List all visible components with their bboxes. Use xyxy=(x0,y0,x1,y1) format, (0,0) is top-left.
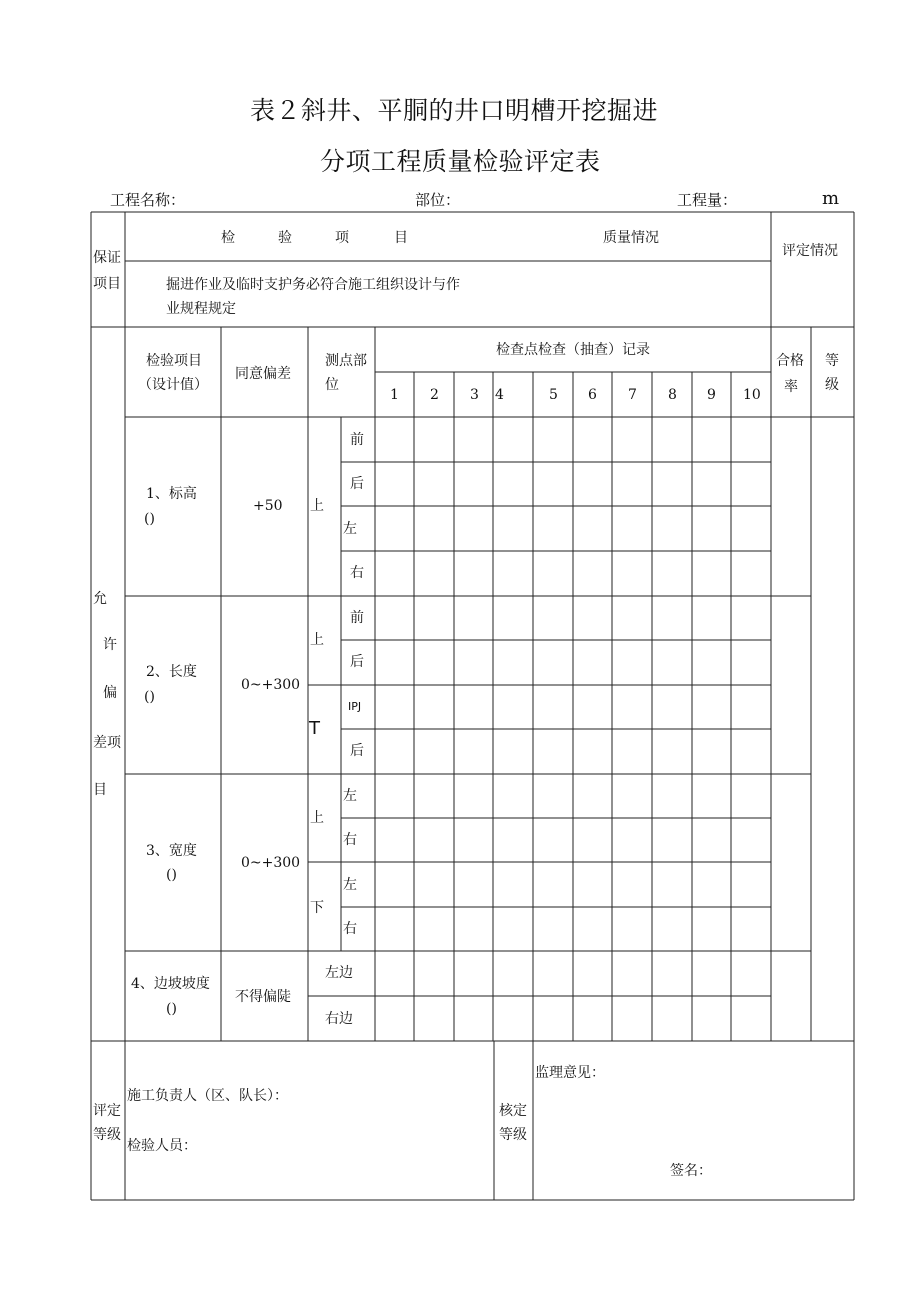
tolerance-side-label: 许 xyxy=(103,637,117,653)
position-label: 上 xyxy=(310,498,324,514)
point-label: 后 xyxy=(350,476,364,492)
guarantee-requirement: 业规程规定 xyxy=(166,301,236,317)
item-deviation: +50 xyxy=(253,498,283,514)
head-item-design: （设计值） xyxy=(138,377,208,393)
col-number: 5 xyxy=(549,387,558,403)
tolerance-side-label: 差项 xyxy=(93,735,121,751)
point-label: IPJ xyxy=(348,700,362,713)
evaluation-side-label: 等级 xyxy=(93,1127,121,1143)
item-name: 4、边坡坡度 xyxy=(131,976,210,992)
quantity-unit: m xyxy=(822,188,840,209)
point-label: 左边 xyxy=(325,965,353,981)
point-label: 前 xyxy=(350,432,364,448)
position-label: T xyxy=(309,718,320,739)
supervision-opinion-label: 监理意见： xyxy=(535,1065,605,1081)
guarantee-col-inspection: 目 xyxy=(394,230,408,246)
position-label: 下 xyxy=(310,900,324,916)
head-grade: 级 xyxy=(825,377,839,393)
verify-grade-label: 核定 xyxy=(499,1103,527,1119)
item-design-value: () xyxy=(144,511,155,527)
head-grade: 等 xyxy=(825,353,839,369)
head-point: 位 xyxy=(325,377,339,393)
col-number: 6 xyxy=(588,387,597,403)
point-label: 左 xyxy=(343,788,357,804)
position-label: 上 xyxy=(310,632,324,648)
col-number: 2 xyxy=(430,387,439,403)
item-design-value: () xyxy=(144,689,155,705)
guarantee-col-inspection: 项 xyxy=(335,230,349,246)
project-name-label: 工程名称： xyxy=(110,191,186,209)
inspector-label: 检验人员： xyxy=(127,1138,197,1154)
item-deviation: 不得偏陡 xyxy=(235,989,291,1005)
point-label: 右 xyxy=(343,921,357,937)
head-point: 测点部 xyxy=(325,353,367,369)
col-number: 1 xyxy=(390,387,399,403)
tolerance-side-label: 偏 xyxy=(103,685,117,701)
head-item: 检验项目 xyxy=(146,353,202,369)
point-label: 右 xyxy=(350,565,364,581)
quantity-label: 工程量： xyxy=(677,191,738,209)
item-name: 1、标高 xyxy=(146,486,197,502)
col-number: 3 xyxy=(470,387,479,403)
tolerance-side-label: 目 xyxy=(93,782,107,798)
head-pass-rate: 合格 xyxy=(776,353,804,369)
item-design-value: () xyxy=(166,1001,177,1017)
point-label: 左 xyxy=(343,521,357,537)
guarantee-col-inspection: 验 xyxy=(278,230,292,246)
guarantee-col-rating: 评定情况 xyxy=(782,243,838,259)
page-title: 表２斜井、平胴的井口明槽开挖掘进 xyxy=(250,96,659,125)
col-number: 9 xyxy=(707,387,716,403)
point-label: 前 xyxy=(350,610,364,626)
signature-label: 签名： xyxy=(670,1163,712,1179)
col-number: 10 xyxy=(743,387,761,403)
item-name: 2、长度 xyxy=(146,664,197,680)
construction-lead-label: 施工负责人（区、队长）： xyxy=(127,1088,288,1104)
point-label: 后 xyxy=(350,654,364,670)
item-deviation: 0~+300 xyxy=(241,677,301,693)
point-label: 后 xyxy=(350,743,364,759)
location-label: 部位： xyxy=(415,191,461,209)
guarantee-col-quality: 质量情况 xyxy=(603,230,659,246)
guarantee-side-label: 项目 xyxy=(93,276,121,292)
head-deviation: 同意偏差 xyxy=(235,366,291,382)
col-number: 7 xyxy=(628,387,637,403)
evaluation-side-label: 评定 xyxy=(93,1103,121,1119)
verify-grade-label: 等级 xyxy=(499,1127,527,1143)
point-label: 右边 xyxy=(325,1011,353,1027)
tolerance-side-label: 允 xyxy=(93,591,107,607)
head-pass-rate: 率 xyxy=(784,379,798,395)
guarantee-side-label: 保证 xyxy=(93,250,121,266)
col-number: 8 xyxy=(668,387,677,403)
point-label: 右 xyxy=(343,832,357,848)
item-design-value: () xyxy=(166,867,177,883)
page-subtitle: 分项工程质量检验评定表 xyxy=(320,147,601,176)
head-records: 检查点检查（抽查）记录 xyxy=(496,342,650,358)
guarantee-col-inspection: 检 xyxy=(221,230,235,246)
item-deviation: 0~+300 xyxy=(241,855,301,871)
item-name: 3、宽度 xyxy=(146,843,197,859)
point-label: 左 xyxy=(343,877,357,893)
col-number: 4 xyxy=(495,387,504,403)
guarantee-requirement: 掘进作业及临时支护务必符合施工组织设计与作 xyxy=(166,277,460,293)
position-label: 上 xyxy=(310,810,324,826)
